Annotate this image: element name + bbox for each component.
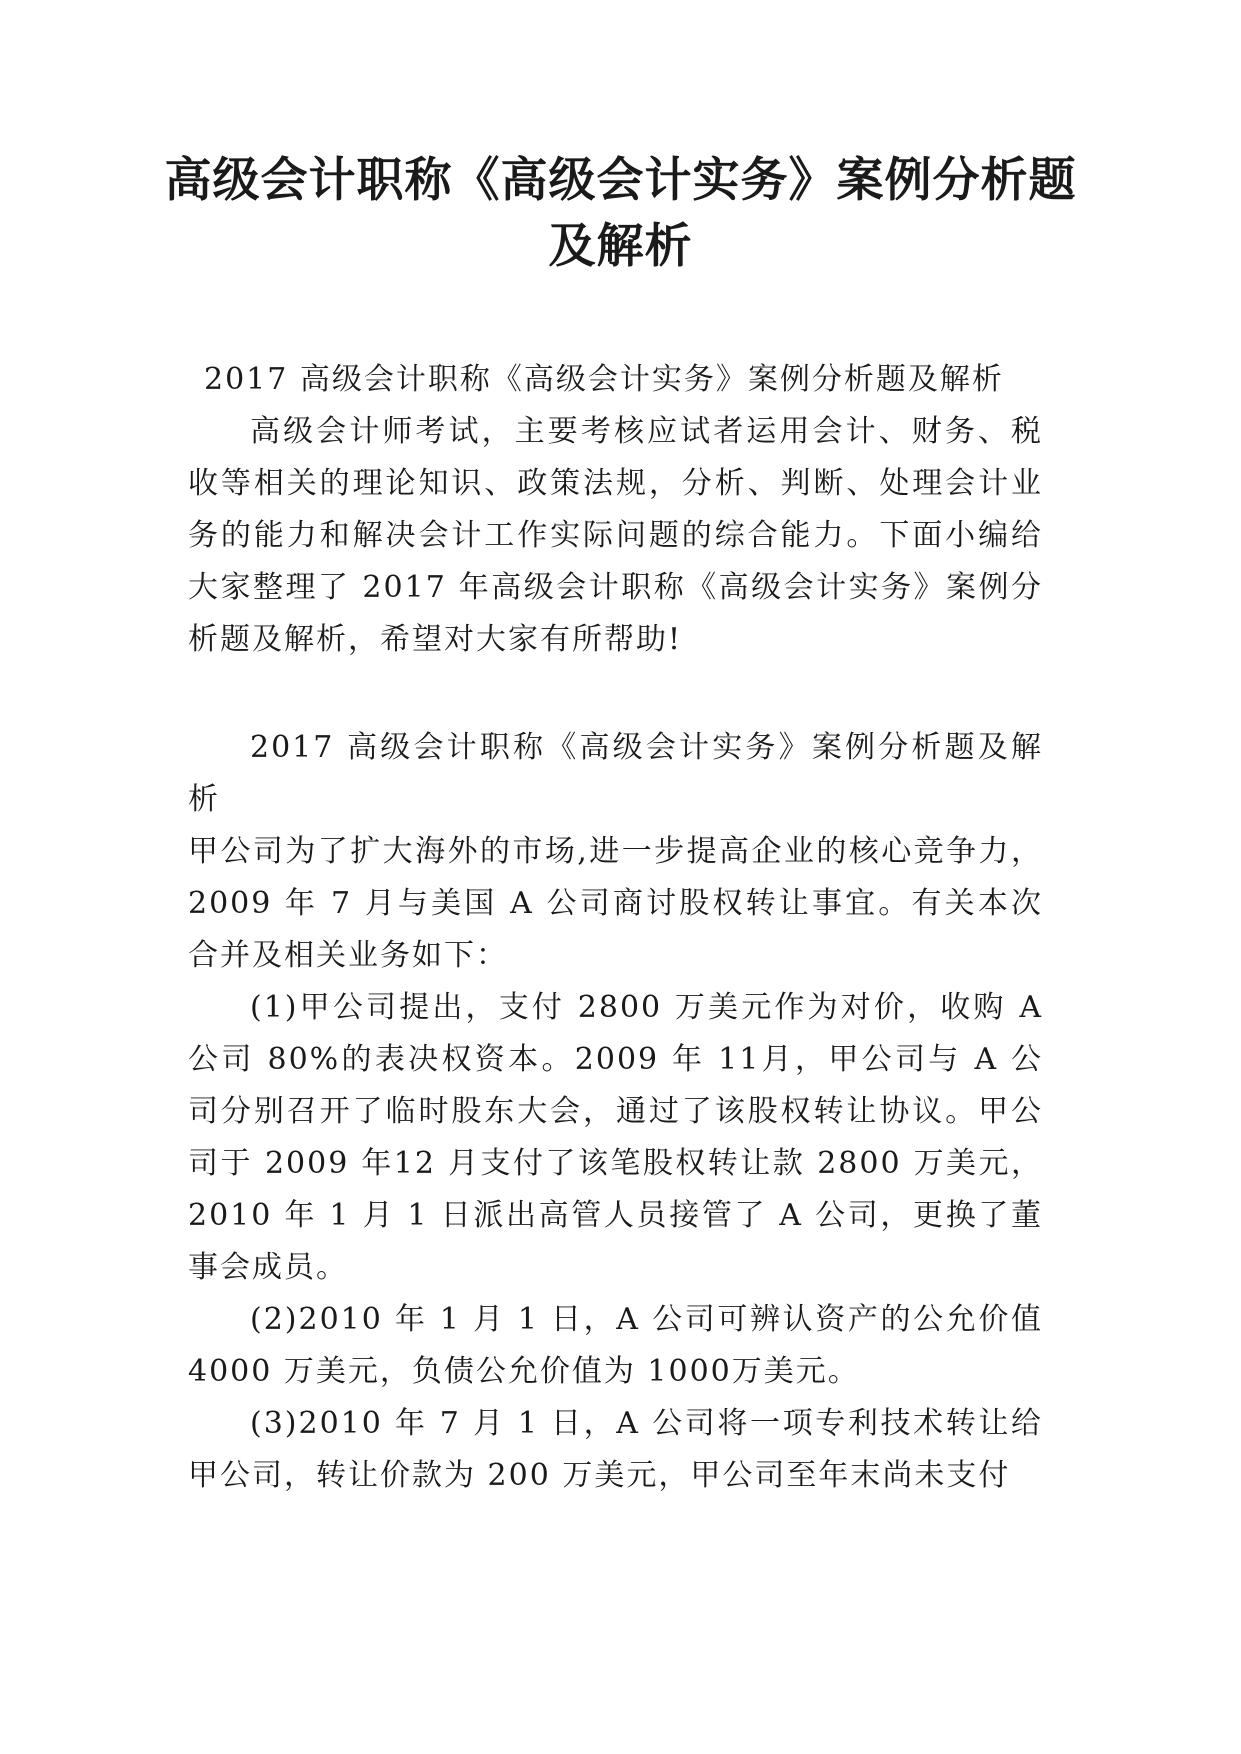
subheading: 2017 高级会计职称《高级会计实务》案例分析题及解析 xyxy=(204,362,1004,397)
title-line-1: 高级会计职称《高级会计实务》案例分析题 xyxy=(164,153,1077,208)
document-body xyxy=(188,354,1043,1502)
section-heading: 2017 高级会计职称《高级会计实务》案例分析题及解析 xyxy=(188,730,1043,817)
case-intro-paragraph: 甲公司为了扩大海外的市场,进一步提高企业的核心竞争力，2009 年 7 月与美国 A 公司商讨股权转让事宜。有关本次合并及相关业务如下： xyxy=(188,834,1043,973)
page-title xyxy=(150,148,1091,280)
case-item-2: (2)2010 年 1 月 1 日，A 公司可辨认资产的公允价值 4000 万美元，负债公允价值为 1000万美元。 xyxy=(188,1302,1043,1389)
title-line-2: 及解析 xyxy=(548,219,693,274)
case-item-3: (3)2010 年 7 月 1 日，A 公司将一项专利技术转让给甲公司，转让价款为 200 万美元，甲公司至年末尚未支付 xyxy=(188,1406,1043,1493)
paragraph-spacer xyxy=(188,666,1043,722)
intro-paragraph: 高级会计师考试，主要考核应试者运用会计、财务、税收等相关的理论知识、政策法规，分析、判断、处理会计业务的能力和解决会计工作实际问题的综合能力。下面小编给大家整理了 2017 年高级会计职称《高级会计实务》案例分析题及解析，希望对大家有所帮助! xyxy=(188,414,1043,657)
case-item-1: (1)甲公司提出，支付 2800 万美元作为对价，收购 A 公司 80%的表决权资本。2009 年 11月，甲公司与 A 公司分别召开了临时股东大会，通过了该股权转让协议。甲公司于 2009 年12 月支付了该笔股权转让款 2800 万美元，2010 年 1 月 1 日派出高管人员接管了 A 公司，更换了董事会成员。 xyxy=(188,990,1043,1285)
